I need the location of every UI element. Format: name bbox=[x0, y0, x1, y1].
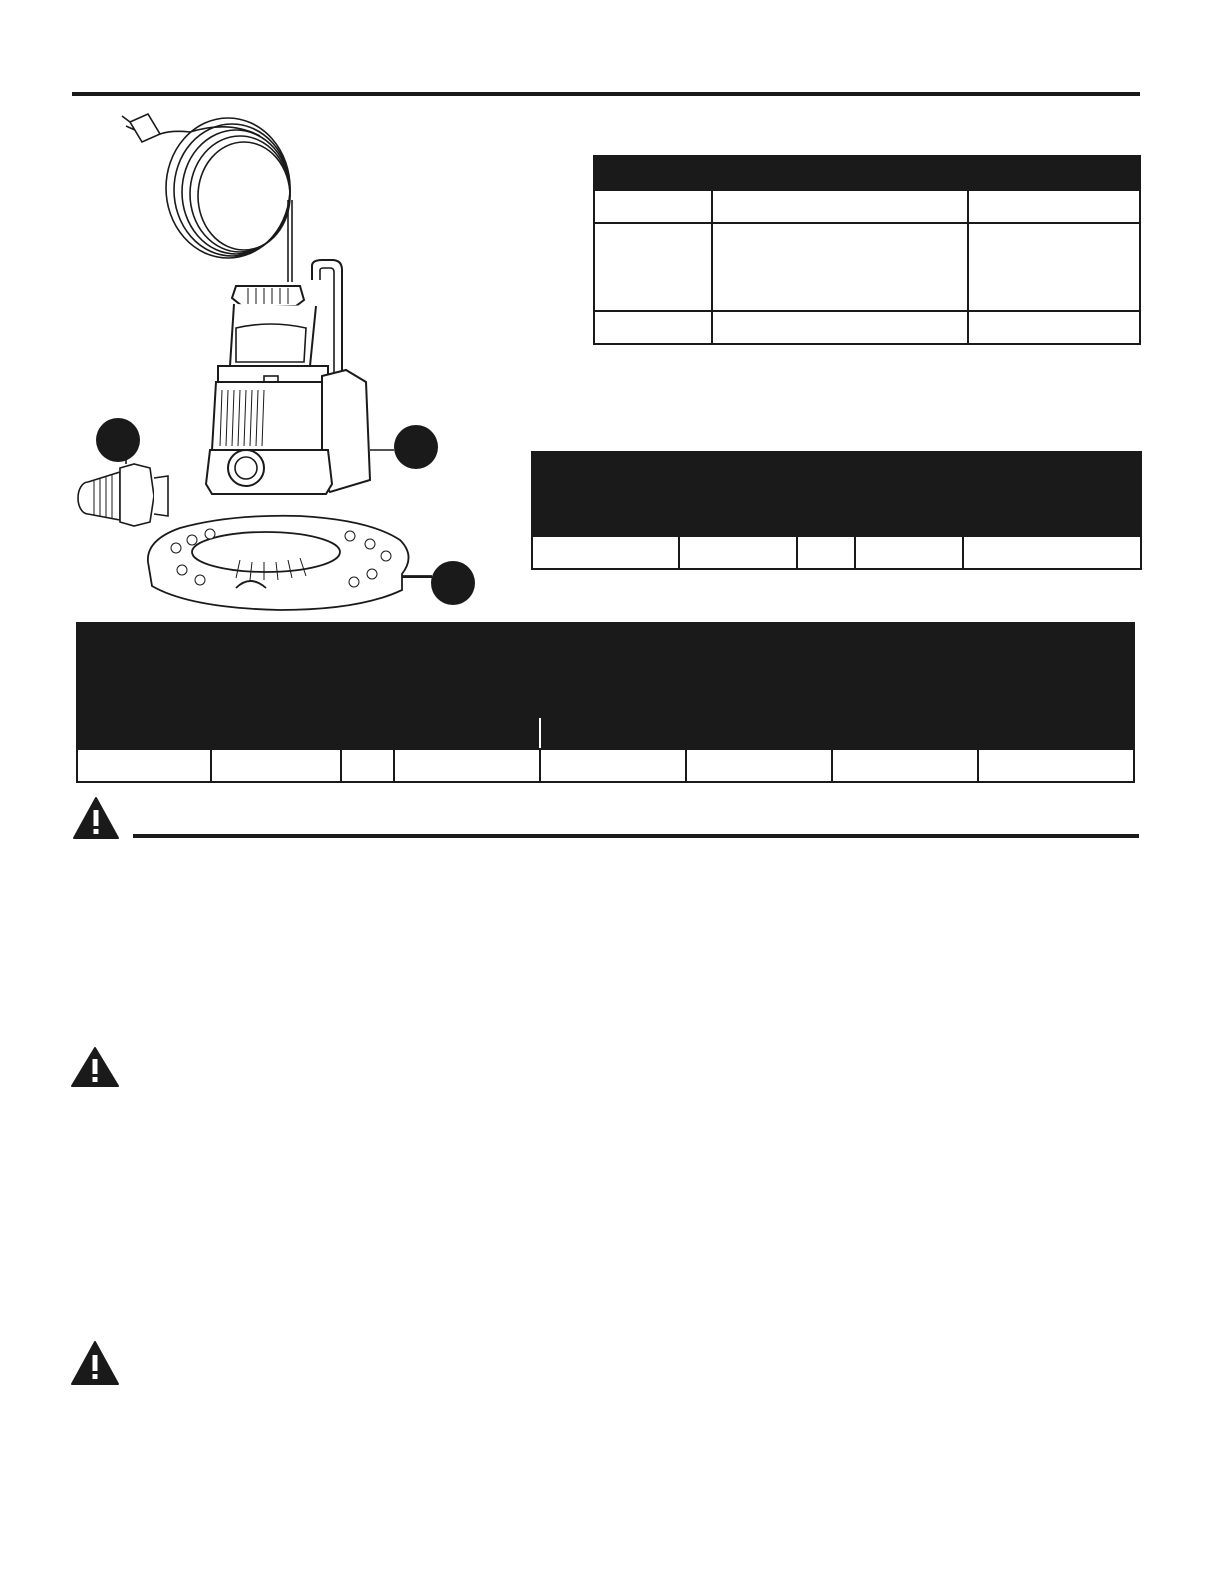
table-row bbox=[532, 536, 1141, 569]
callout-hose-adapter bbox=[96, 418, 140, 462]
callout-pump bbox=[394, 425, 438, 469]
table-row bbox=[594, 311, 1140, 344]
pump-illustration bbox=[60, 100, 480, 620]
warning-triangle-icon bbox=[70, 1340, 120, 1386]
contents-table bbox=[593, 155, 1141, 345]
table-row bbox=[594, 223, 1140, 311]
callout-leader-stand bbox=[402, 576, 432, 578]
performance-table bbox=[76, 622, 1135, 783]
table-row bbox=[594, 190, 1140, 223]
contents-table-header bbox=[594, 156, 1140, 190]
spec-table-header bbox=[532, 452, 1141, 536]
performance-table-title bbox=[77, 623, 1134, 657]
warning-triangle-icon bbox=[72, 796, 120, 840]
warning-section-rule bbox=[133, 834, 1139, 838]
spec-table bbox=[531, 451, 1142, 570]
base-stand-icon bbox=[148, 516, 432, 610]
top-rule bbox=[72, 92, 1140, 96]
table-row bbox=[77, 749, 1134, 782]
callout-base-stand bbox=[431, 561, 475, 605]
hose-adapter-icon bbox=[78, 458, 168, 526]
plug-icon bbox=[122, 114, 190, 142]
warning-triangle-icon bbox=[70, 1046, 120, 1088]
cord-coil-icon bbox=[166, 118, 292, 282]
